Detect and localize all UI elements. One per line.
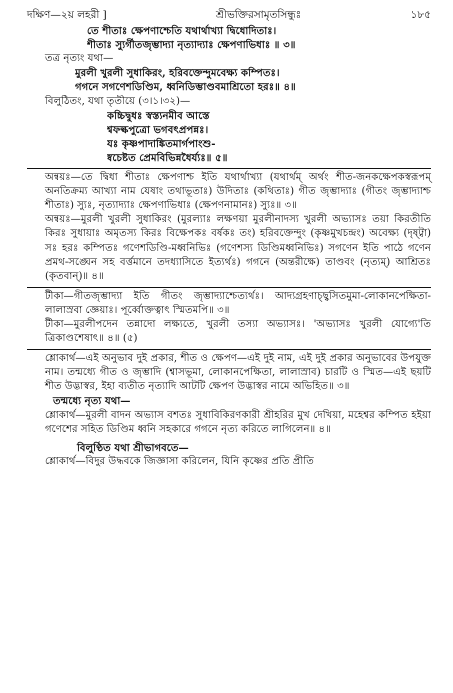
section-divider <box>27 168 431 169</box>
verse-line: ষ্বচেষ্টত প্রেমবিভিন্নধৈর্য্যঃ॥ ৫॥ <box>107 151 228 164</box>
running-head-title: শ্রীভক্তিরসামৃতসিন্ধুঃ <box>216 9 302 21</box>
verse-block-3 <box>27 109 431 165</box>
tika-2: টীকা—মুরলীপদেন তন্নাদো লক্ষ্যতে, খুরলী তস্যা অভ্যাসঃ। 'অভ্যাসঃ খুরলী যোগ্যে'তি ত্রিকাণ্ডশেষাৎ॥ ৪॥ (৫) <box>45 318 431 345</box>
page-header <box>27 8 431 22</box>
intro-nritya-2: তন্মধ্যে নৃত্য যথা— <box>53 395 131 408</box>
intro-viluthita: বিলুঠিতং, যথা তৃতীয়ে (৩।১।৩২)— <box>45 95 191 107</box>
verse-line: শ্বফল্কপুত্রো ভগবৎপ্রপন্নঃ। <box>107 123 209 136</box>
section-divider <box>27 287 431 288</box>
intro-nritya: তত্র নৃত্যং যথা— <box>45 53 114 65</box>
shlokartha-1: শ্লোকার্থ—এই অনুভাব দুই প্রকার, শীত ও ক্ষেপণ—এই দুই নাম, এই দুই প্রকার অনুভাবের উপযুক্ত নাম। তন্মধ্যে গীত ও জৃম্ভাদি (শ্বাসভূমা, লোকানপেক্ষিতা, লালাস্রাব) চারটি ও স্মিত—এই ছয়টি শীত উদ্ভাস্বর, ইহা ব্যতীত নৃত্যাদি আটটি ক্ষেপণ উদ্ভাস্বর নামে অভিহিত॥ ৩॥ <box>45 353 431 393</box>
page-number: ১৮৫ <box>410 9 431 21</box>
shlokartha-2: শ্লোকার্থ—মুরলী বাদন অভ্যাস বশতঃ সুধাবিকিরণকারী শ্রীহরির মুখ দেখিয়া, মহেশ্বর কম্পিত হইয়া গণেশের সহিত ডিণ্ডিম ধ্বনি সহকারে গগনে নৃত্য করিতে লাগিলেন॥ ৪॥ <box>45 409 431 435</box>
running-head-left: দক্ষিণ—২য় লহরী ] <box>27 9 107 21</box>
tika-1: টীকা—গীতজৃম্ভাদ্যা ইতি গীতং জৃম্ভাদ্যাশ্চেত্যর্থঃ। আদ্যগ্রহণাচ্ছ্বসিতমুমা-লোকানপেক্ষিতা-লালাস্রবা জ্ঞেয়াঃ। পূর্ব্বোক্তত্বাৎ স্মিতমপি॥ ৩॥ <box>45 290 431 316</box>
verse-line: কচ্চিদ্বুধঃ স্বস্ত্যনমীব আস্তে <box>107 109 210 122</box>
verse-line: তে শীতাঃ ক্ষেপণাশ্চেতি যথার্থাখ্যা দ্বিধোদিতাঃ। <box>87 25 277 38</box>
verse-line: মুরলী খুরলী সুধাকিরং, হরিবক্তেন্দুমবেক্ষ্য কম্পিতঃ। <box>75 67 280 80</box>
section-divider <box>27 349 431 350</box>
verse-block-2 <box>27 66 431 94</box>
verse-block-1 <box>27 24 431 52</box>
commentary-anvaya-1: অন্বয়ঃ—তে দ্বিধা শীতাঃ ক্ষেপণাশ্চ ইতি যথার্থাখ্যা (যথার্থম্ অর্থং শীত-জনকক্ষেপকস্বরূপম্ অনতিক্রম্য আখ্যা নাম যেষাং তথাভূতাঃ) উদিতাঃ (কথিতাঃ) গীত জৃম্ভাদ্যাঃ (গীতং জৃম্ভাদ্যাশ্চ শীতাঃ) স্যুঃ, নৃত্যাদ্যাঃ ক্ষেপণাভিধাঃ (ক্ষেপণনামানঃ) স্যুঃ॥ ৩॥ <box>45 172 431 212</box>
verse-line: গগনে সগণেশডিণ্ডিম, ধ্বনিডিম্ভাণ্ডবমাশ্রিতো হরঃ॥ ৪॥ <box>75 81 296 94</box>
shlokartha-3: শ্লোকার্থ—বিদুর উদ্ধবকে জিজ্ঞাসা করিলেন, যিনি কৃষ্ণের প্রতি প্রীতি <box>45 455 314 467</box>
intro-viluthita-2: বিলুণ্ঠিত যথা শ্রীভাগবতে— <box>77 441 189 454</box>
verse-line: শীতাঃ স্যুর্গীতজৃম্ভাদ্যা নৃত্যাদ্যাঃ ক্ষেপণাভিধাঃ ॥ ৩॥ <box>87 39 296 52</box>
verse-line: যঃ কৃষ্ণপাদাঙ্কিতমার্গপাংশু- <box>107 137 216 150</box>
commentary-anvaya-2: অন্বয়ঃ—মুরলী খুরলী সুধাকিরং (মুরল্যাঃ লক্ষণয়া মুরলীনাদস্য খুরলী অভ্যাসঃ তয়া কিরতীতি কিরঃ সুধায়াঃ অমৃতস্য কিরঃ বিক্ষেপকঃ বর্ষকঃ তং) হরিবক্তেন্দুং (কৃষ্ণমুখচন্দ্রং) অবেক্ষ্য (দৃষ্ট্বা) সঃ হরঃ কম্পিতঃ গণেশডিণ্ডি-মধ্বনিভিঃ (গণেশস্য ডিণ্ডিমধ্বনিভিঃ) সগণেন ইতি পাঠে গণেন প্রমথ-সঙ্ঘেন সহ বর্ত্তমানে তদধ্যাসিতে ইত্যর্থঃ) গগনে (অন্তরীক্ষে) তাণ্ডবং (নৃত্যম্) আশ্রিতঃ (কৃতবান্)॥ ৪॥ <box>45 214 431 282</box>
